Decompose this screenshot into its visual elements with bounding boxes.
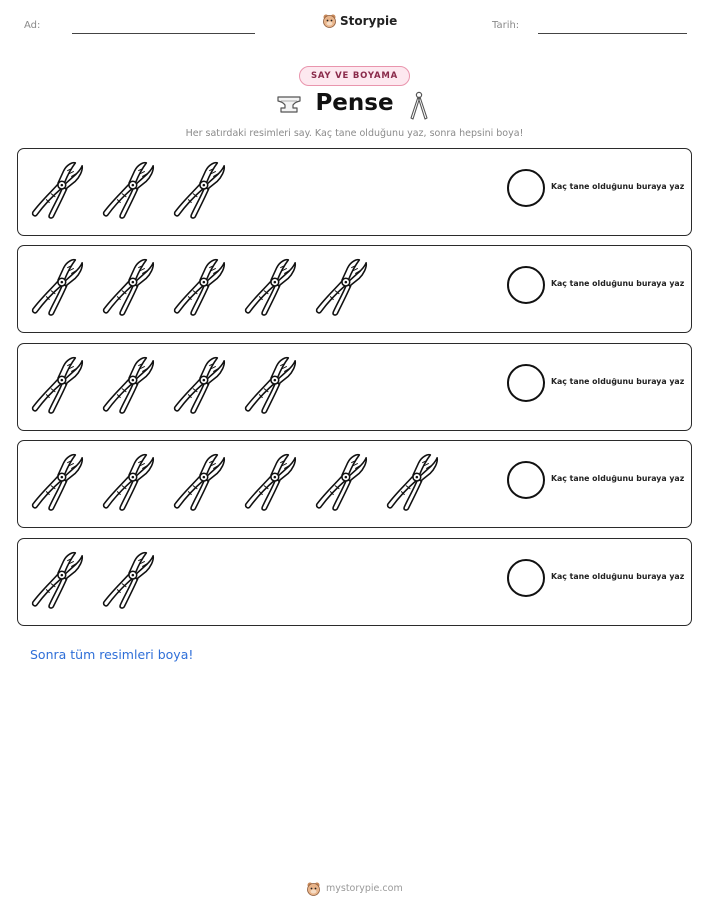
instructions: Her satırdaki resimleri say. Kaç tane olduğunu yaz, sonra hepsini boya!	[185, 128, 524, 139]
date-line[interactable]	[538, 33, 687, 34]
answer-label: Kaç tane olduğunu buraya yaz	[551, 572, 685, 581]
answer-circle[interactable]	[507, 364, 545, 402]
pliers-icon	[28, 157, 86, 219]
pliers-icon	[241, 352, 299, 414]
pliers-icon	[241, 449, 299, 511]
answer-label: Kaç tane olduğunu buraya yaz	[551, 474, 685, 483]
pliers-icon	[28, 254, 86, 316]
tongs-icon	[408, 90, 430, 122]
answer-label: Kaç tane olduğunu buraya yaz	[551, 182, 685, 191]
brand-name: Storypie	[340, 13, 398, 28]
storypie-logo-icon	[306, 881, 321, 896]
pliers-icon	[28, 449, 86, 511]
count-row-1	[17, 148, 692, 236]
pliers-icon	[99, 254, 157, 316]
pliers-icon	[312, 449, 370, 511]
pliers-icon	[170, 352, 228, 414]
answer-circle[interactable]	[507, 266, 545, 304]
pliers-icon	[241, 254, 299, 316]
count-row-3	[17, 343, 692, 431]
answer-circle[interactable]	[507, 169, 545, 207]
date-label: Tarih:	[492, 20, 520, 31]
pliers-icon	[99, 352, 157, 414]
count-row-2	[17, 245, 692, 333]
storypie-logo	[322, 13, 397, 28]
pliers-icon	[170, 254, 228, 316]
answer-label: Kaç tane olduğunu buraya yaz	[551, 279, 685, 288]
answer-circle[interactable]	[507, 461, 545, 499]
pliers-icon	[312, 254, 370, 316]
pliers-icon	[383, 449, 441, 511]
coloring-note: Sonra tüm resimleri boya!	[30, 647, 194, 662]
pliers-icon	[28, 352, 86, 414]
pliers-icon	[99, 449, 157, 511]
name-line[interactable]	[72, 33, 255, 34]
name-label: Ad:	[24, 20, 41, 31]
answer-label: Kaç tane olduğunu buraya yaz	[551, 377, 685, 386]
pliers-icon	[99, 157, 157, 219]
pliers-icon	[99, 547, 157, 609]
pliers-icon	[170, 449, 228, 511]
activity-badge: SAY VE BOYAMA	[299, 66, 410, 86]
pliers-icon	[170, 157, 228, 219]
answer-circle[interactable]	[507, 559, 545, 597]
footer	[306, 881, 403, 896]
storypie-logo-icon	[322, 13, 337, 28]
pliers-icon	[28, 547, 86, 609]
footer-site: mystorypie.com	[326, 883, 403, 894]
count-row-4	[17, 440, 692, 528]
page-title: Pense	[315, 90, 394, 116]
count-row-5	[17, 538, 692, 626]
